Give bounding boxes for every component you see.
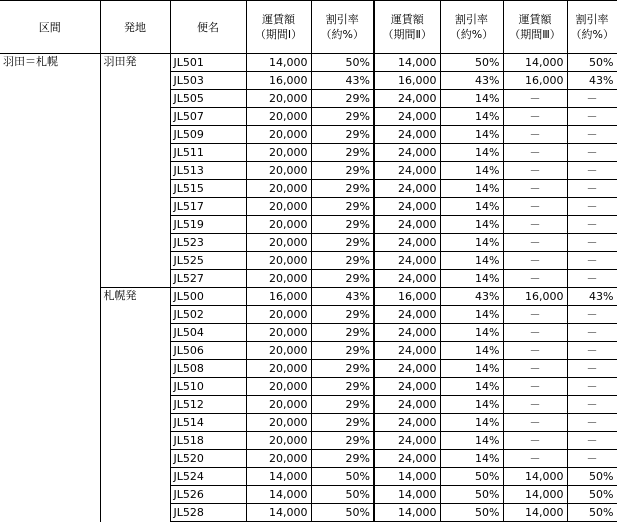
origin-cell: [100, 270, 170, 288]
header-discount-period-1: 割引率 （約%）: [311, 1, 374, 54]
header-discount-period-2: 割引率 （約%）: [440, 1, 503, 54]
origin-cell: [100, 486, 170, 504]
fare-period-1: 16,000: [246, 72, 311, 90]
discount-period-2: 14%: [440, 198, 503, 216]
fare-period-2: 14,000: [374, 54, 440, 72]
fare-period-2: 24,000: [374, 342, 440, 360]
fare-period-3: －: [503, 432, 567, 450]
discount-period-2: 50%: [440, 504, 503, 522]
discount-period-3: －: [567, 378, 617, 396]
discount-period-2: 14%: [440, 270, 503, 288]
table-row: [0, 90, 617, 108]
origin-cell: [100, 216, 170, 234]
origin-cell: [100, 306, 170, 324]
discount-period-2: 14%: [440, 144, 503, 162]
header-origin: 発地: [100, 1, 170, 54]
flight-number: JL502: [170, 306, 246, 324]
flight-number: JL501: [170, 54, 246, 72]
route-cell: [0, 360, 100, 378]
header-row: [0, 1, 617, 54]
table-row: [0, 288, 617, 306]
route-cell: [0, 396, 100, 414]
discount-period-3: －: [567, 162, 617, 180]
fare-period-3: 14,000: [503, 504, 567, 522]
fare-period-1: 14,000: [246, 504, 311, 522]
discount-period-3: －: [567, 324, 617, 342]
discount-period-1: 29%: [311, 252, 374, 270]
fare-period-3: 14,000: [503, 486, 567, 504]
discount-period-1: 50%: [311, 468, 374, 486]
fare-period-1: 20,000: [246, 198, 311, 216]
discount-period-1: 29%: [311, 216, 374, 234]
discount-period-1: 29%: [311, 432, 374, 450]
fare-period-2: 24,000: [374, 108, 440, 126]
fare-period-3: －: [503, 378, 567, 396]
fare-period-3: －: [503, 144, 567, 162]
discount-period-2: 50%: [440, 468, 503, 486]
route-cell: [0, 270, 100, 288]
discount-period-3: －: [567, 90, 617, 108]
table-row: [0, 378, 617, 396]
discount-period-3: 43%: [567, 288, 617, 306]
fare-period-2: 16,000: [374, 72, 440, 90]
discount-period-1: 29%: [311, 378, 374, 396]
flight-number: JL514: [170, 414, 246, 432]
discount-period-2: 14%: [440, 108, 503, 126]
discount-period-1: 29%: [311, 234, 374, 252]
origin-cell: [100, 504, 170, 522]
fare-period-3: －: [503, 234, 567, 252]
table-row: [0, 198, 617, 216]
table-row: [0, 216, 617, 234]
discount-period-3: －: [567, 252, 617, 270]
origin-cell: [100, 126, 170, 144]
discount-period-3: －: [567, 198, 617, 216]
fare-period-3: －: [503, 342, 567, 360]
discount-period-1: 43%: [311, 288, 374, 306]
route-cell: [0, 90, 100, 108]
fare-period-2: 24,000: [374, 144, 440, 162]
discount-period-2: 14%: [440, 378, 503, 396]
route-cell: [0, 234, 100, 252]
fare-period-2: 14,000: [374, 468, 440, 486]
discount-period-1: 29%: [311, 108, 374, 126]
fare-period-3: －: [503, 450, 567, 468]
flight-number: JL527: [170, 270, 246, 288]
discount-period-3: 43%: [567, 72, 617, 90]
fare-period-2: 16,000: [374, 288, 440, 306]
origin-cell: [100, 252, 170, 270]
flight-number: JL508: [170, 360, 246, 378]
fare-period-2: 24,000: [374, 216, 440, 234]
fare-period-3: 14,000: [503, 54, 567, 72]
fare-period-1: 20,000: [246, 360, 311, 378]
table-row: [0, 162, 617, 180]
fare-period-3: －: [503, 396, 567, 414]
discount-period-3: －: [567, 180, 617, 198]
origin-cell: [100, 414, 170, 432]
fare-period-1: 20,000: [246, 234, 311, 252]
discount-period-1: 29%: [311, 306, 374, 324]
fare-period-2: 24,000: [374, 162, 440, 180]
origin-cell: [100, 234, 170, 252]
discount-period-2: 14%: [440, 450, 503, 468]
discount-period-1: 29%: [311, 450, 374, 468]
fare-period-1: 20,000: [246, 306, 311, 324]
fare-period-1: 20,000: [246, 162, 311, 180]
table-row: [0, 360, 617, 378]
fare-period-2: 24,000: [374, 450, 440, 468]
fare-period-2: 24,000: [374, 126, 440, 144]
discount-period-3: －: [567, 396, 617, 414]
header-flight: 便名: [170, 1, 246, 54]
flight-number: JL503: [170, 72, 246, 90]
discount-period-1: 29%: [311, 270, 374, 288]
route-cell: [0, 342, 100, 360]
fare-period-1: 20,000: [246, 270, 311, 288]
discount-period-3: －: [567, 432, 617, 450]
discount-period-2: 14%: [440, 234, 503, 252]
discount-period-1: 29%: [311, 414, 374, 432]
discount-period-1: 50%: [311, 54, 374, 72]
fare-period-3: －: [503, 360, 567, 378]
discount-period-3: －: [567, 234, 617, 252]
fare-period-2: 24,000: [374, 306, 440, 324]
origin-cell: [100, 108, 170, 126]
fare-period-2: 24,000: [374, 432, 440, 450]
fare-period-3: －: [503, 198, 567, 216]
origin-cell: [100, 378, 170, 396]
discount-period-1: 29%: [311, 144, 374, 162]
origin-cell: [100, 162, 170, 180]
discount-period-2: 14%: [440, 162, 503, 180]
table-row: [0, 234, 617, 252]
fare-period-1: 20,000: [246, 450, 311, 468]
flight-number: JL520: [170, 450, 246, 468]
fare-period-3: －: [503, 126, 567, 144]
fare-period-3: 16,000: [503, 288, 567, 306]
flight-number: JL515: [170, 180, 246, 198]
fare-period-1: 20,000: [246, 324, 311, 342]
origin-cell: [100, 144, 170, 162]
origin-cell: [100, 198, 170, 216]
discount-period-3: －: [567, 144, 617, 162]
flight-number: JL517: [170, 198, 246, 216]
discount-period-1: 29%: [311, 324, 374, 342]
discount-period-3: 50%: [567, 54, 617, 72]
route-cell: 羽田＝札幌: [3, 55, 58, 68]
flight-number: JL512: [170, 396, 246, 414]
route-cell: [0, 432, 100, 450]
fare-period-3: －: [503, 270, 567, 288]
discount-period-1: 50%: [311, 486, 374, 504]
flight-number: JL518: [170, 432, 246, 450]
route-cell: [0, 450, 100, 468]
route-cell: [0, 72, 100, 90]
discount-period-2: 14%: [440, 306, 503, 324]
discount-period-2: 14%: [440, 180, 503, 198]
flight-number: JL510: [170, 378, 246, 396]
table-row: [0, 54, 617, 72]
discount-period-1: 29%: [311, 180, 374, 198]
fare-period-1: 20,000: [246, 90, 311, 108]
discount-period-1: 29%: [311, 198, 374, 216]
table-row: [0, 72, 617, 90]
route-cell: [0, 216, 100, 234]
table-row: [0, 414, 617, 432]
discount-period-2: 14%: [440, 252, 503, 270]
table-row: [0, 342, 617, 360]
fare-period-3: －: [503, 216, 567, 234]
discount-period-2: 14%: [440, 216, 503, 234]
discount-period-3: －: [567, 126, 617, 144]
route-cell: [0, 198, 100, 216]
fare-period-3: －: [503, 108, 567, 126]
discount-period-1: 29%: [311, 126, 374, 144]
discount-period-2: 14%: [440, 396, 503, 414]
route-cell: [0, 288, 100, 306]
table-row: [0, 180, 617, 198]
fare-period-1: 20,000: [246, 216, 311, 234]
table-row: [0, 450, 617, 468]
discount-period-3: －: [567, 216, 617, 234]
route-cell: [0, 180, 100, 198]
flight-number: JL500: [170, 288, 246, 306]
flight-number: JL507: [170, 108, 246, 126]
origin-cell: [100, 342, 170, 360]
fare-period-2: 14,000: [374, 486, 440, 504]
discount-period-3: －: [567, 306, 617, 324]
fare-period-3: －: [503, 324, 567, 342]
fare-period-1: 20,000: [246, 342, 311, 360]
discount-period-1: 43%: [311, 72, 374, 90]
table-row: [0, 468, 617, 486]
fare-period-2: 24,000: [374, 90, 440, 108]
fare-period-1: 20,000: [246, 144, 311, 162]
discount-period-1: 29%: [311, 360, 374, 378]
route-cell: [0, 504, 100, 522]
table-row: [0, 324, 617, 342]
table-row: [0, 432, 617, 450]
discount-period-3: 50%: [567, 468, 617, 486]
fare-table-body: [0, 54, 617, 522]
discount-period-1: 50%: [311, 504, 374, 522]
fare-period-1: 20,000: [246, 378, 311, 396]
discount-period-2: 14%: [440, 126, 503, 144]
discount-period-2: 14%: [440, 342, 503, 360]
discount-period-3: －: [567, 360, 617, 378]
fare-period-1: 14,000: [246, 468, 311, 486]
table-row: [0, 486, 617, 504]
fare-period-2: 24,000: [374, 198, 440, 216]
table-row: [0, 504, 617, 522]
flight-number: JL524: [170, 468, 246, 486]
route-cell: [0, 378, 100, 396]
fare-period-2: 24,000: [374, 180, 440, 198]
route-cell: [0, 144, 100, 162]
fare-period-3: －: [503, 414, 567, 432]
fare-period-2: 24,000: [374, 414, 440, 432]
fare-period-3: －: [503, 180, 567, 198]
fare-period-2: 24,000: [374, 234, 440, 252]
fare-period-1: 20,000: [246, 180, 311, 198]
fare-period-1: 20,000: [246, 126, 311, 144]
fare-period-2: 24,000: [374, 378, 440, 396]
fare-period-1: 20,000: [246, 414, 311, 432]
flight-number: JL519: [170, 216, 246, 234]
discount-period-1: 29%: [311, 396, 374, 414]
origin-cell: [100, 432, 170, 450]
fare-period-2: 24,000: [374, 324, 440, 342]
discount-period-3: －: [567, 414, 617, 432]
fare-period-3: －: [503, 306, 567, 324]
table-row: [0, 126, 617, 144]
fare-period-3: －: [503, 252, 567, 270]
header-fare-period-3: 運賃額 （期間Ⅲ）: [503, 1, 567, 54]
discount-period-2: 14%: [440, 324, 503, 342]
route-cell: [0, 414, 100, 432]
table-row: [0, 144, 617, 162]
flight-number: JL509: [170, 126, 246, 144]
discount-period-3: －: [567, 270, 617, 288]
origin-cell: [100, 360, 170, 378]
route-cell: [0, 486, 100, 504]
flight-number: JL511: [170, 144, 246, 162]
fare-period-3: 16,000: [503, 72, 567, 90]
route-cell: [0, 252, 100, 270]
discount-period-2: 50%: [440, 486, 503, 504]
discount-period-2: 50%: [440, 54, 503, 72]
flight-number: JL513: [170, 162, 246, 180]
discount-period-3: 50%: [567, 504, 617, 522]
discount-period-2: 14%: [440, 432, 503, 450]
origin-cell: [100, 90, 170, 108]
fare-period-1: 14,000: [246, 486, 311, 504]
header-section: 区間: [0, 1, 100, 54]
origin-cell: 羽田発: [100, 54, 170, 72]
fare-period-2: 24,000: [374, 270, 440, 288]
origin-cell: [100, 450, 170, 468]
origin-cell: [100, 396, 170, 414]
fare-period-3: －: [503, 90, 567, 108]
fare-period-1: 20,000: [246, 252, 311, 270]
route-cell: [0, 306, 100, 324]
fare-period-2: 24,000: [374, 396, 440, 414]
discount-period-3: －: [567, 450, 617, 468]
fare-period-2: 24,000: [374, 360, 440, 378]
discount-period-2: 43%: [440, 288, 503, 306]
origin-cell: 札幌発: [100, 288, 170, 306]
table-row: [0, 306, 617, 324]
flight-number: JL504: [170, 324, 246, 342]
origin-cell: [100, 180, 170, 198]
table-row: [0, 108, 617, 126]
route-cell: [0, 324, 100, 342]
table-row: [0, 396, 617, 414]
fare-period-1: 20,000: [246, 396, 311, 414]
origin-cell: [100, 324, 170, 342]
route-cell: [0, 108, 100, 126]
table-row: [0, 252, 617, 270]
header-fare-period-1: 運賃額 （期間Ⅰ）: [246, 1, 311, 54]
fare-period-2: 14,000: [374, 504, 440, 522]
discount-period-1: 29%: [311, 90, 374, 108]
discount-period-2: 14%: [440, 90, 503, 108]
route-cell: [0, 126, 100, 144]
discount-period-1: 29%: [311, 342, 374, 360]
fare-period-3: 14,000: [503, 468, 567, 486]
fare-period-2: 24,000: [374, 252, 440, 270]
route-cell: [0, 162, 100, 180]
fare-period-1: 20,000: [246, 432, 311, 450]
discount-period-1: 29%: [311, 162, 374, 180]
flight-number: JL523: [170, 234, 246, 252]
flight-number: JL526: [170, 486, 246, 504]
discount-period-2: 14%: [440, 360, 503, 378]
header-discount-period-3: 割引率 （約%）: [567, 1, 617, 54]
fare-period-3: －: [503, 162, 567, 180]
flight-number: JL528: [170, 504, 246, 522]
fare-period-1: 14,000: [246, 54, 311, 72]
header-fare-period-2: 運賃額 （期間Ⅱ）: [374, 1, 440, 54]
discount-period-3: 50%: [567, 486, 617, 504]
discount-period-2: 14%: [440, 414, 503, 432]
discount-period-3: －: [567, 108, 617, 126]
flight-number: JL506: [170, 342, 246, 360]
origin-cell: [100, 468, 170, 486]
fare-period-1: 16,000: [246, 288, 311, 306]
fare-period-1: 20,000: [246, 108, 311, 126]
discount-period-2: 43%: [440, 72, 503, 90]
route-cell: [0, 468, 100, 486]
flight-number: JL505: [170, 90, 246, 108]
table-row: [0, 270, 617, 288]
origin-cell: [100, 72, 170, 90]
discount-period-3: －: [567, 342, 617, 360]
flight-number: JL525: [170, 252, 246, 270]
